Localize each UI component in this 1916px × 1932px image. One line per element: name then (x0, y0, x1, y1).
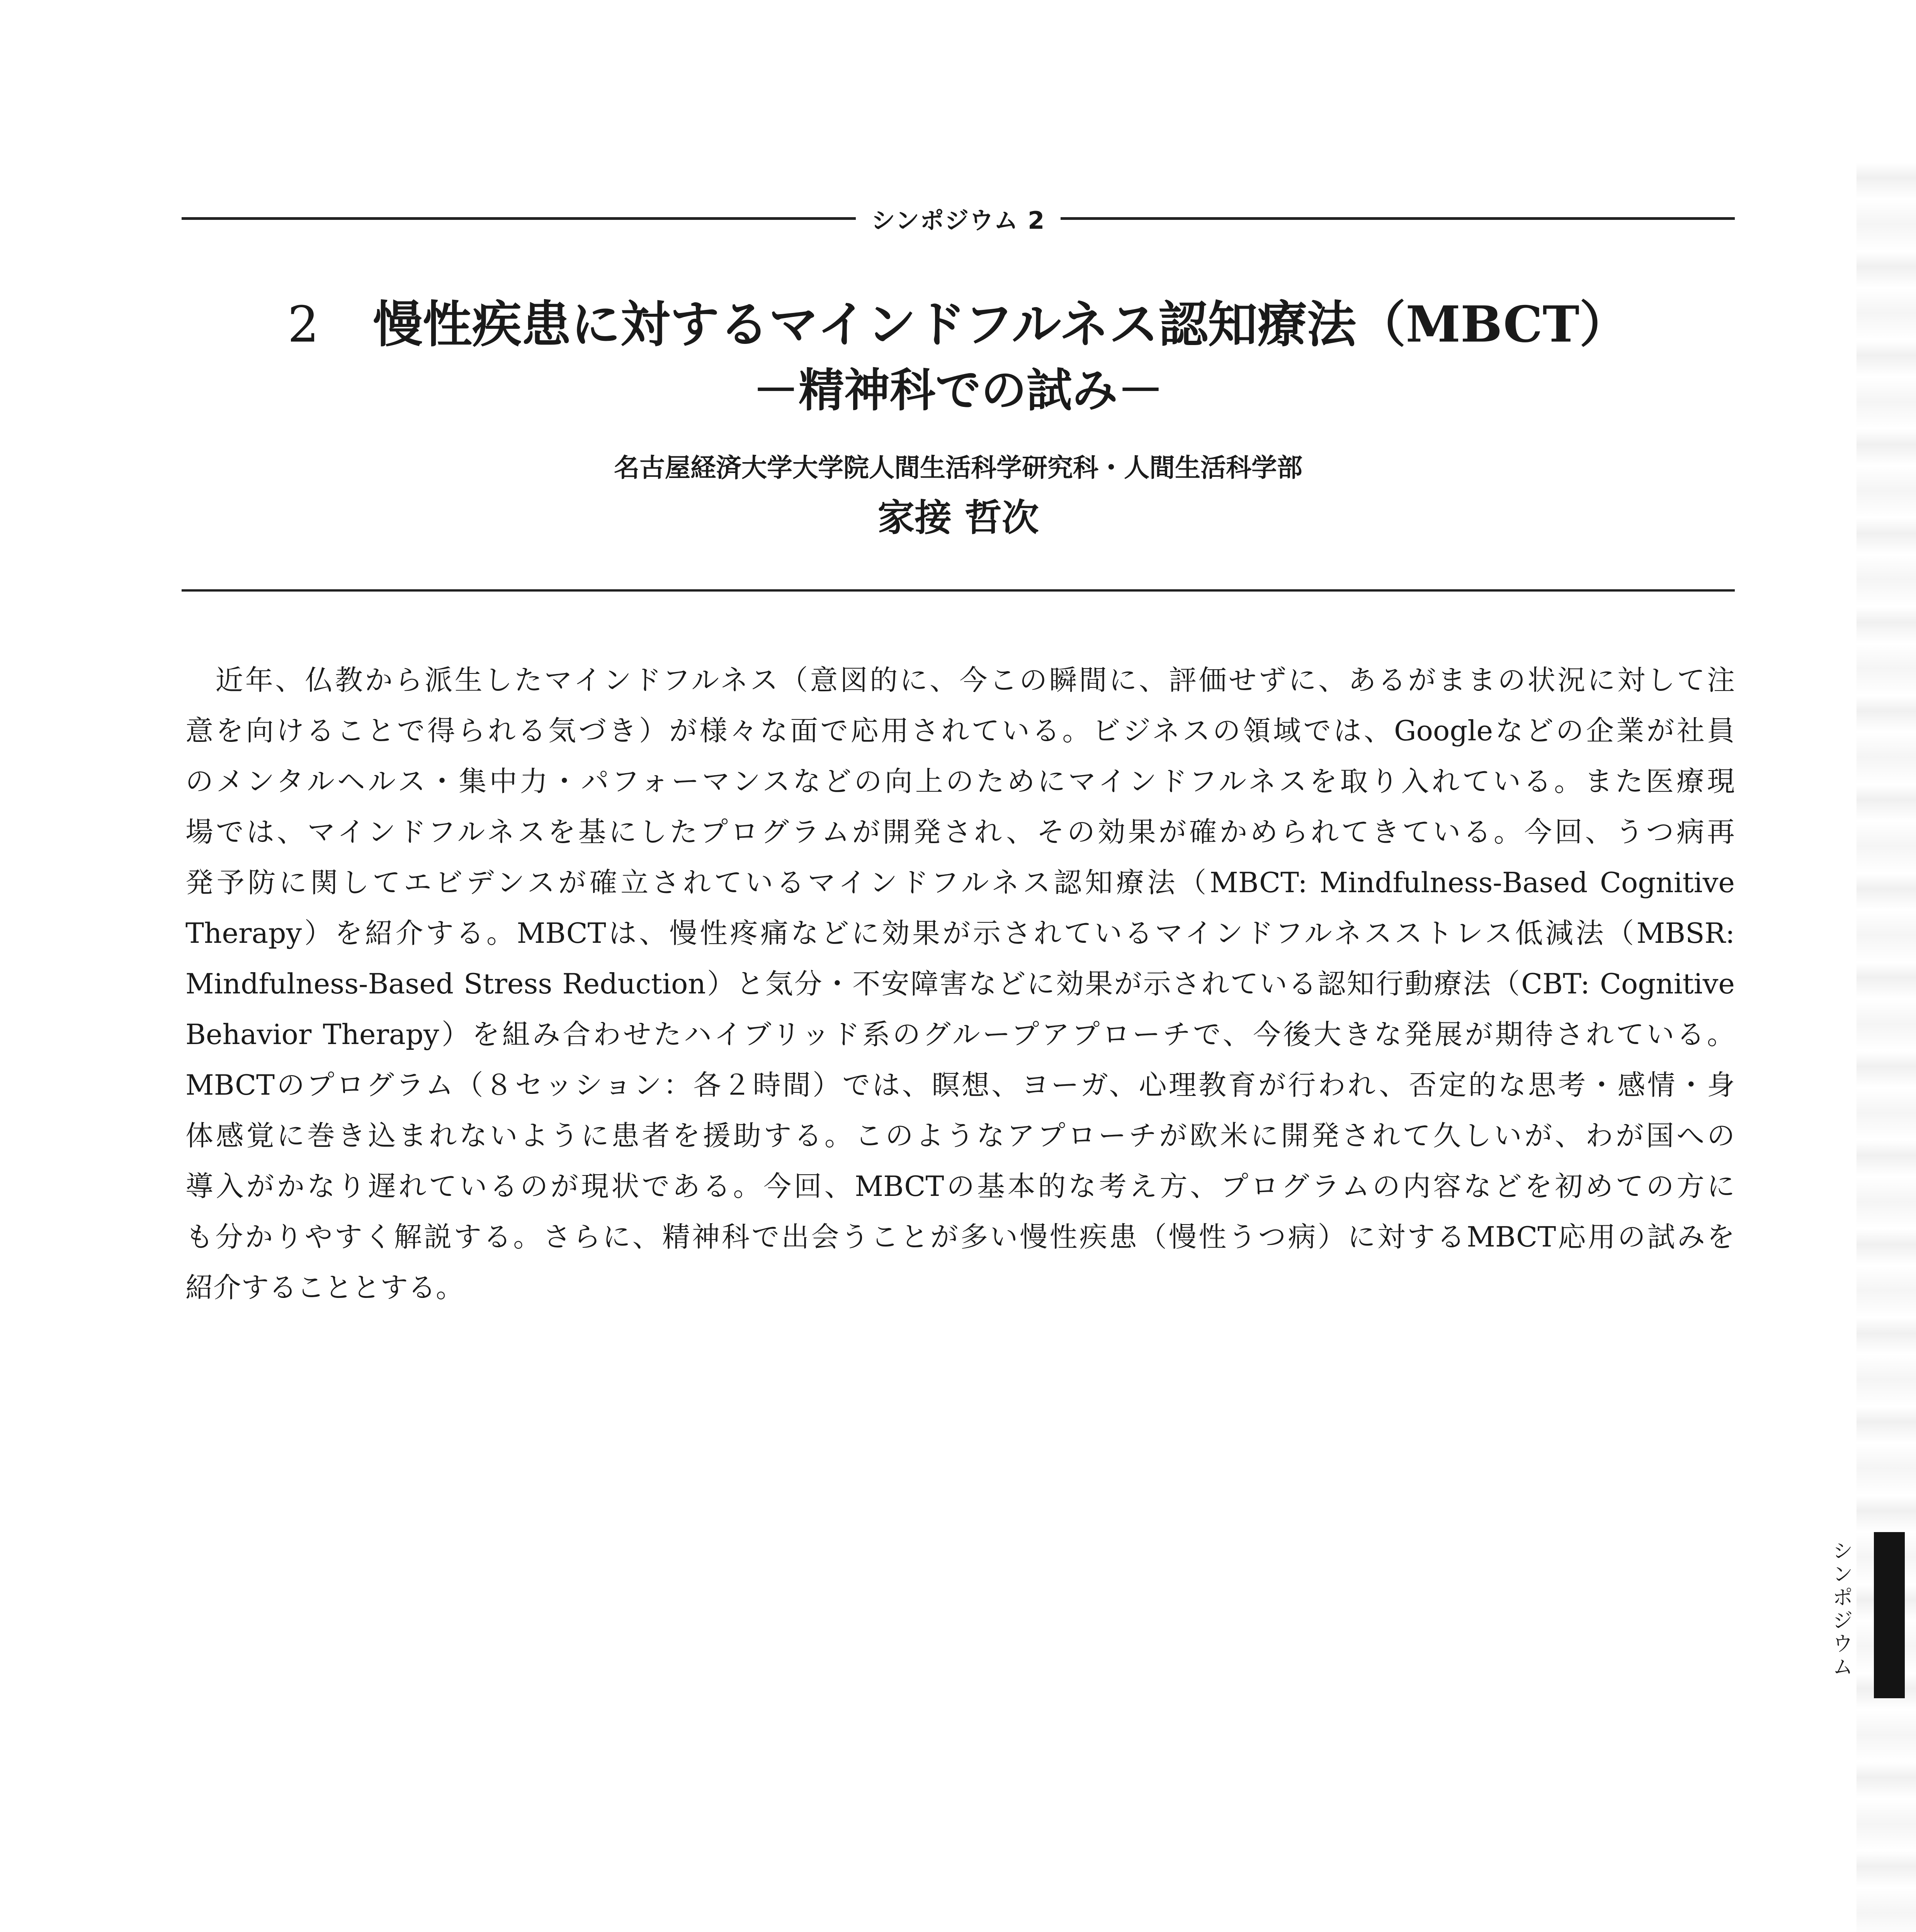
article-title-text: 慢性疾患に対するマインドフルネス認知療法（MBCT） (373, 296, 1629, 354)
article-subtitle: －精神科での試み－ (753, 363, 1163, 417)
body-line: のメンタルヘルス・集中力・パフォーマンスなどの向上のためにマインドフルネスを取り入れている。また医療現 (185, 765, 1735, 798)
side-tab-label: シンポジウム (1829, 1540, 1853, 1679)
side-tab-marker (1874, 1532, 1905, 1698)
section-label: シンポジウム 2 (871, 206, 1046, 235)
title-divider (182, 589, 1735, 592)
body-line: MBCTのプログラム（８セッション：各２時間）では、瞑想、ヨーガ、心理教育が行われ、否定的な思考・感情・身 (185, 1069, 1735, 1101)
body-line: Therapy）を紹介する。MBCTは、慢性疼痛などに効果が示されているマインドフルネスストレス低減法（MBSR: (185, 917, 1735, 949)
body-line: 体感覚に巻き込まれないように患者を援助する。このようなアプローチが欧米に開発されて久しいが、わが国への (185, 1119, 1735, 1152)
section-header-rule-right (1061, 217, 1735, 220)
body-line: Behavior Therapy）を組み合わせたハイブリッド系のグループアプローチで、今後大きな発展が期待されている。 (185, 1018, 1735, 1051)
body-line: 意を向けることで得られる気づき）が様々な面で応用されている。ビジネスの領域では、Googleなどの企業が社員 (185, 714, 1735, 747)
author-name: 家接 哲次 (877, 496, 1039, 539)
body-line: 紹介することとする。 (185, 1271, 464, 1304)
body-line: Mindfulness-Based Stress Reduction）と気分・不安障害などに効果が示されている認知行動療法（CBT: Cognitive (185, 968, 1735, 1000)
article-title (182, 294, 1735, 356)
abstract-body (185, 655, 1735, 1313)
author-affiliation: 名古屋経済大学大学院人間生活科学研究科・人間生活科学部 (614, 452, 1302, 483)
body-line: 場では、マインドフルネスを基にしたプログラムが開発され、その効果が確かめられてきている。今回、うつ病再 (185, 816, 1735, 848)
body-line: 発予防に関してエビデンスが確立されているマインドフルネス認知療法（MBCT: Mindfulness-Based Cognitive (185, 866, 1735, 899)
body-line: 近年、仏教から派生したマインドフルネス（意図的に、今この瞬間に、評価せずに、あるがままの状況に対して注 (185, 664, 1735, 696)
section-header (182, 201, 1735, 236)
article-number: 2 (287, 296, 319, 354)
body-line: も分かりやすく解説する。さらに、精神科で出会うことが多い慢性疾患（慢性うつ病）に対するMBCT応用の試みを (185, 1221, 1735, 1253)
body-line: 導入がかなり遅れているのが現状である。今回、MBCTの基本的な考え方、プログラムの内容などを初めての方に (185, 1170, 1735, 1202)
section-header-rule-left (182, 217, 856, 220)
